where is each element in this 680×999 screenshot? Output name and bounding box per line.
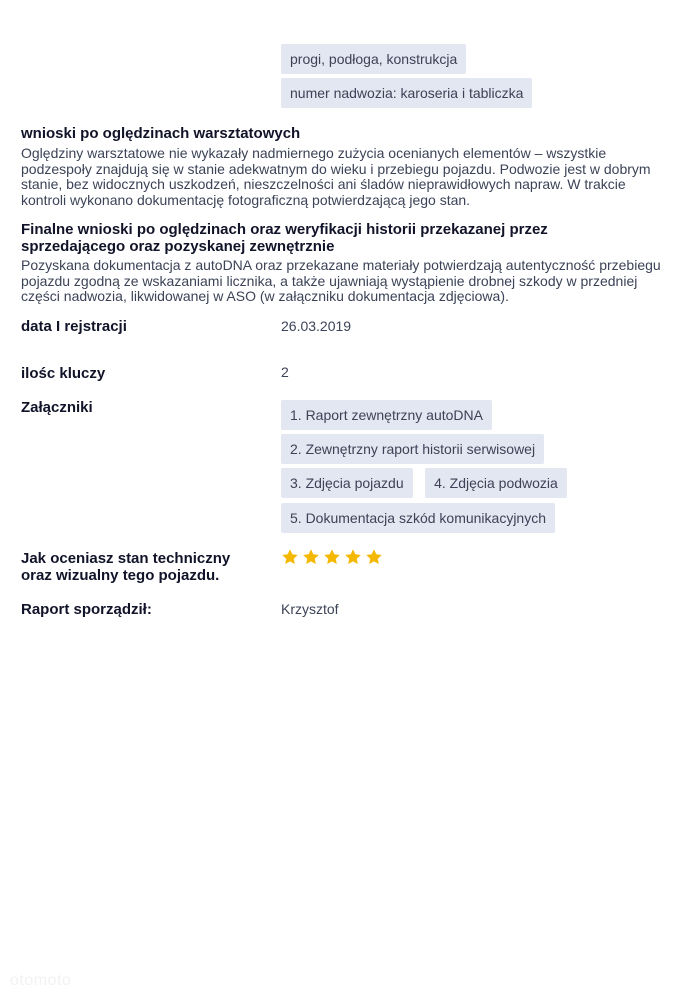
star-icon [302,548,320,566]
attachment-link-damage-docs[interactable]: 5. Dokumentacja szkód komunikacyjnych [281,503,555,533]
watermark-logo: otomoto [10,972,72,989]
tag-chip: numer nadwozia: karoseria i tabliczka [281,78,532,108]
attachment-row-3 [281,468,567,498]
attachment-row-1 [281,400,492,430]
final-heading: Finalne wnioski po oględzinach oraz weryfikacji historii przekazanej przez sprzedającego oraz pozyskanej zewnętrznie [21,221,548,255]
attachment-row-2 [281,434,544,464]
star-icon [365,548,383,566]
registration-label: data I rejstracji [21,318,127,335]
star-icon [323,548,341,566]
registration-value: 26.03.2019 [281,318,352,334]
final-text: Pozyskana dokumentacja z autoDNA oraz przekazane materiały potwierdzają autentyczność przebiegu pojazdu zgodną ze wskazaniami licznika, a także ujawniają wystąpienie drobnej szkody w przedniej części nadwozia, likwidowanej w ASO (w załączniku dokumentacja zdjęciowa). [21,257,661,304]
star-icon [281,548,299,566]
rating-label: Jak oceniasz stan techniczny oraz wizualny tego pojazdu. [21,550,231,584]
attachment-link-autodna[interactable]: 1. Raport zewnętrzny autoDNA [281,400,492,430]
tag-row-1 [281,44,466,74]
author-value: Krzysztof [281,601,339,617]
star-icon [344,548,362,566]
tag-chip: progi, podłoga, konstrukcja [281,44,466,74]
attachments-label: Załączniki [21,399,93,416]
attachment-link-undercarriage-photos[interactable]: 4. Zdjęcia podwozia [425,468,567,498]
workshop-text: Oględziny warsztatowe nie wykazały nadmiernego zużycia ocenianych elementów – wszystkie podzespoły znajdują się w stanie adekwatnym do wieku i przebiegu pojazdu. Podwozie jest w dobrym stanie, bez widocznych uszkodzeń, nieszczelności ani śladów nieprawidłowych napraw. W trakcie kontroli wykonano dokumentację fotograficzną potwierdzającą jego stan. [21,145,651,208]
attachment-link-service-history[interactable]: 2. Zewnętrzny raport historii serwisowej [281,434,544,464]
author-label: Raport sporządził: [21,601,152,618]
attachment-link-vehicle-photos[interactable]: 3. Zdjęcia pojazdu [281,468,413,498]
keys-label: ilośc kluczy [21,365,106,382]
keys-value: 2 [281,364,289,380]
rating-stars [281,548,383,566]
tag-row-2 [281,78,532,108]
attachment-row-4 [281,503,555,533]
workshop-heading: wnioski po oględzinach warsztatowych [21,125,301,142]
